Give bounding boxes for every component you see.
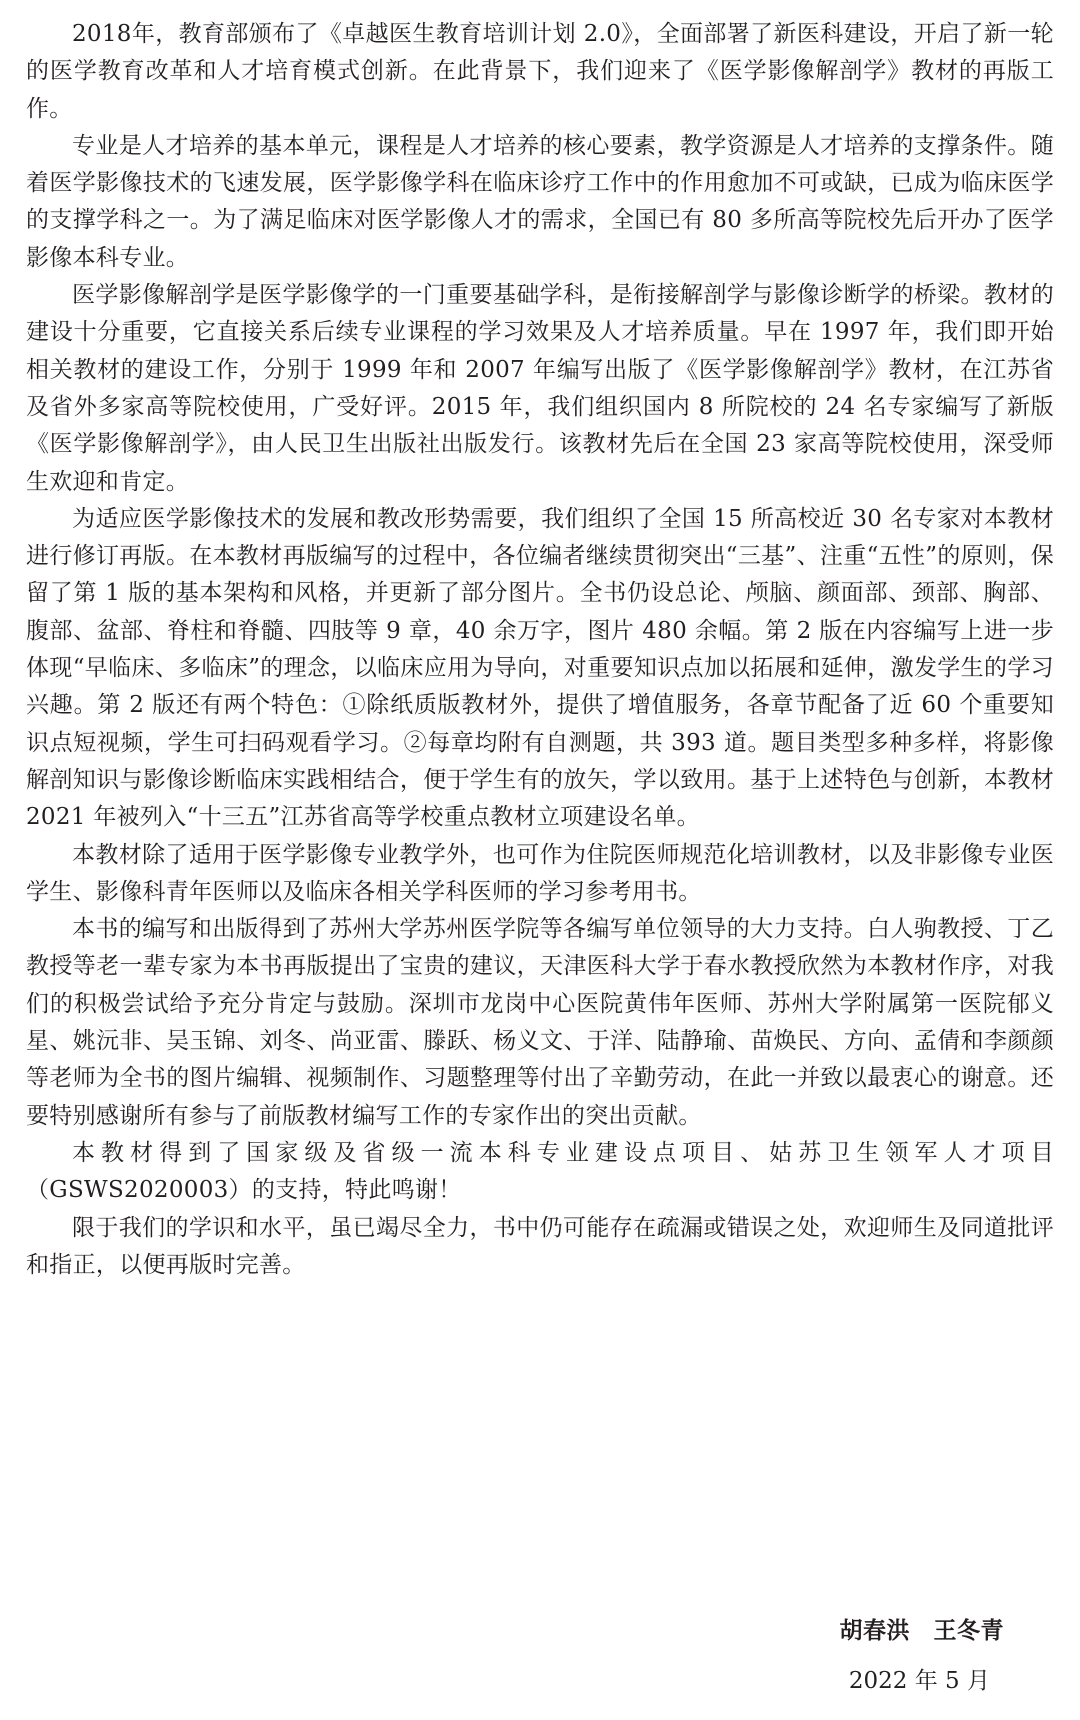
preface-body — [26, 16, 1054, 1284]
paragraph-7: 本教材得到了国家级及省级一流本科专业建设点项目、姑苏卫生领军人才项目（GSWS2020003）的支持，特此鸣谢！ — [26, 1139, 1054, 1204]
paragraph-1: 2018年，教育部颁布了《卓越医生教育培训计划 2.0》，全面部署了新医科建设，开启了新一轮的医学教育改革和人才培育模式创新。在此背景下，我们迎来了《医学影像解剖学》教材的再版工作。 — [26, 21, 1054, 122]
paragraph-4: 为适应医学影像技术的发展和教改形势需要，我们组织了全国 15 所高校近 30 名专家对本教材进行修订再版。在本教材再版编写的过程中，各位编者继续贯彻突出“三基”、注重“五性”的原则，保留了第 1 版的基本架构和风格，并更新了部分图片。全书仍设总论、颅脑、颜面部、颈部、胸部、腹部、盆部、脊柱和脊髓、四肢等 9 章，40 余万字，图片 480 余幅。第 2 版在内容编写上进一步体现“早临床、多临床”的理念，以临床应用为导向，对重要知识点加以拓展和延伸，激发学生的学习兴趣。第 2 版还有两个特色：①除纸质版教材外，提供了增值服务，各章节配备了近 60 个重要知识点短视频，学生可扫码观看学习。②每章均附有自测题，共 393 道。题目类型多种多样，将影像解剖知识与影像诊断临床实践相结合，便于学生有的放矢，学以致用。基于上述特色与创新，本教材 2021 年被列入“十三五”江苏省高等学校重点教材立项建设名单。 — [26, 505, 1054, 831]
author-names: 胡春洪 王冬青 — [839, 1617, 1004, 1644]
paragraph-5: 本教材除了适用于医学影像专业教学外，也可作为住院医师规范化培训教材，以及非影像专业医学生、影像科青年医师以及临床各相关学科医师的学习参考用书。 — [26, 841, 1054, 905]
paragraph-8: 限于我们的学识和水平，虽已竭尽全力，书中仍可能存在疏漏或错误之处，欢迎师生及同道批评和指正，以便再版时完善。 — [26, 1214, 1054, 1278]
paragraph-2: 专业是人才培养的基本单元，课程是人才培养的核心要素，教学资源是人才培养的支撑条件。随着医学影像技术的飞速发展，医学影像学科在临床诊疗工作中的作用愈加不可或缺，已成为临床医学的支撑学科之一。为了满足临床对医学影像人才的需求，全国已有 80 多所高等院校先后开办了医学影像本科专业。 — [26, 132, 1054, 271]
signature-date: 2022 年 5 月 — [848, 1668, 990, 1694]
paragraph-6: 本书的编写和出版得到了苏州大学苏州医学院等各编写单位领导的大力支持。白人驹教授、丁乙教授等老一辈专家为本书再版提出了宝贵的建议，天津医科大学于春水教授欣然为本教材作序，对我们的积极尝试给予充分肯定与鼓励。深圳市龙岗中心医院黄伟年医师、苏州大学附属第一医院郁义星、姚沅非、吴玉锦、刘冬、尚亚雷、滕跃、杨义文、于洋、陆静瑜、苗焕民、方向、孟倩和李颜颜等老师为全书的图片编辑、视频制作、习题整理等付出了辛勤劳动，在此一并致以最衷心的谢意。还要特别感谢所有参与了前版教材编写工作的专家作出的突出贡献。 — [26, 916, 1054, 1129]
paragraph-3: 医学影像解剖学是医学影像学的一门重要基础学科，是衔接解剖学与影像诊断学的桥梁。教材的建设十分重要，它直接关系后续专业课程的学习效果及人才培养质量。早在 1997 年，我们即开始相关教材的建设工作，分别于 1999 年和 2007 年编写出版了《医学影像解剖学》教材，在江苏省及省外多家高等院校使用，广受好评。2015 年，我们组织国内 8 所院校的 24 名专家编写了新版《医学影像解剖学》，由人民卫生出版社出版发行。该教材先后在全国 23 家高等院校使用，深受师生欢迎和肯定。 — [26, 282, 1054, 495]
